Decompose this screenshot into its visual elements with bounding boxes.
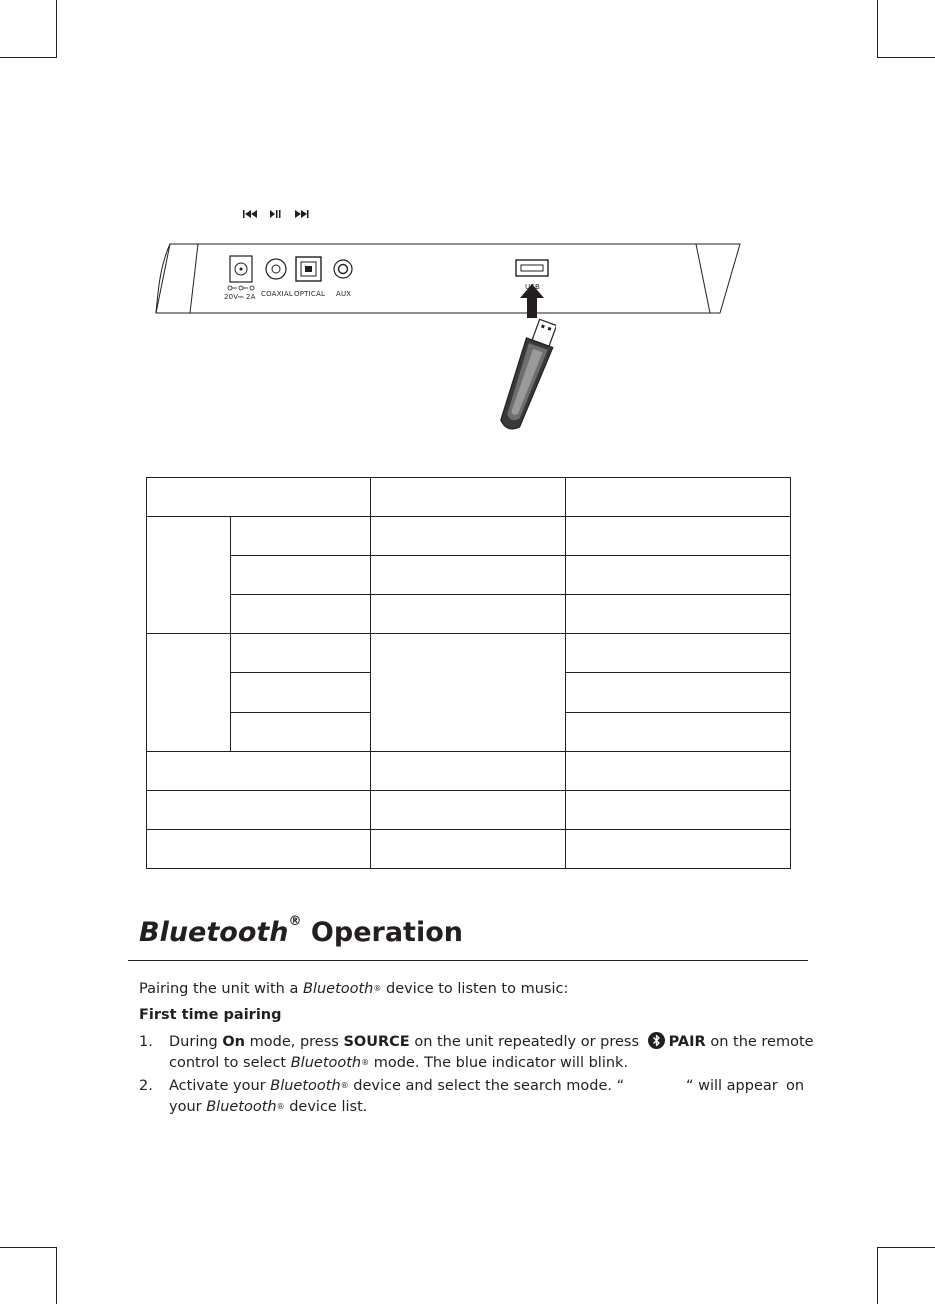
usb-label: USB [525,283,540,291]
bluetooth-icon [648,1032,665,1049]
table-cell [566,712,791,751]
table-row [147,595,791,634]
play-pause-icon [270,210,281,218]
coaxial-label: COAXIAL [261,290,294,298]
crop-mark [56,0,57,57]
table-row [147,478,791,517]
optical-label: OPTICAL [294,290,326,298]
table-cell [371,751,566,790]
intro-text: Pairing the unit with a Bluetooth® device to listen to music: [139,981,569,997]
previous-track-icon [243,210,257,218]
table-cell [231,634,371,673]
step-1-line-2: control to select Bluetooth® mode. The blue indicator will blink. [169,1055,629,1071]
table-cell [231,712,371,751]
table-cell [566,517,791,556]
table-row [147,517,791,556]
transport-controls [243,205,313,217]
step-2-line-1: Activate your Bluetooth® device and select the search mode. “ [169,1078,625,1094]
step-2-line-1-on: on [786,1078,805,1094]
step-2-line-2: your Bluetooth® device list. [169,1099,368,1115]
section-divider [128,960,808,961]
table-cell [147,829,371,868]
table-cell [566,556,791,595]
table-cell [566,595,791,634]
crop-mark [0,1247,57,1248]
table-cell [231,673,371,712]
table-row [147,829,791,868]
table-cell [566,751,791,790]
crop-mark [877,57,935,58]
table-cell [566,673,791,712]
table-cell [231,517,371,556]
table-cell [231,556,371,595]
crop-mark [56,1247,57,1304]
table-cell [371,829,566,868]
optical-port [296,257,321,281]
table-row [147,790,791,829]
usb-port [516,260,548,276]
table-cell [147,751,371,790]
spec-table [146,477,791,869]
aux-label: AUX [336,290,352,298]
table-cell [566,478,791,517]
table-cell [371,634,566,751]
table-cell [371,595,566,634]
table-cell [147,478,371,517]
crop-mark [877,1247,878,1304]
step-1-line-1: During On mode, press SOURCE on the unit repeatedly or press PAIR on the remote [169,1034,814,1050]
table-cell [566,790,791,829]
crop-mark [0,57,57,58]
coaxial-port [266,259,286,279]
table-cell [147,634,231,751]
table-cell [566,634,791,673]
aux-port [334,260,352,278]
table-cell [371,517,566,556]
table-row [147,634,791,673]
table-cell [147,517,231,634]
next-track-icon [295,210,309,218]
table-row [147,751,791,790]
power-label: 20V [224,293,239,301]
polarity-symbol [228,286,254,290]
rear-panel-diagram [150,236,750,326]
crop-mark [877,1247,935,1248]
crop-mark [877,0,878,57]
usb-flash-drive [466,290,556,430]
table-cell [231,595,371,634]
power-rating: 2A [246,293,256,301]
step-2-line-1-end: “ will appear [686,1078,778,1094]
step-number: 1. [139,1034,153,1050]
table-cell [147,790,371,829]
dc-symbol: ⎓ [238,293,244,301]
table-row [147,556,791,595]
dc-power-jack [230,256,252,282]
subheading: First time pairing [139,1007,282,1023]
table-cell [566,829,791,868]
table-cell [371,790,566,829]
section-title: Bluetooth® Operation [139,914,463,948]
table-cell [371,556,566,595]
step-number: 2. [139,1078,153,1094]
table-cell [371,478,566,517]
